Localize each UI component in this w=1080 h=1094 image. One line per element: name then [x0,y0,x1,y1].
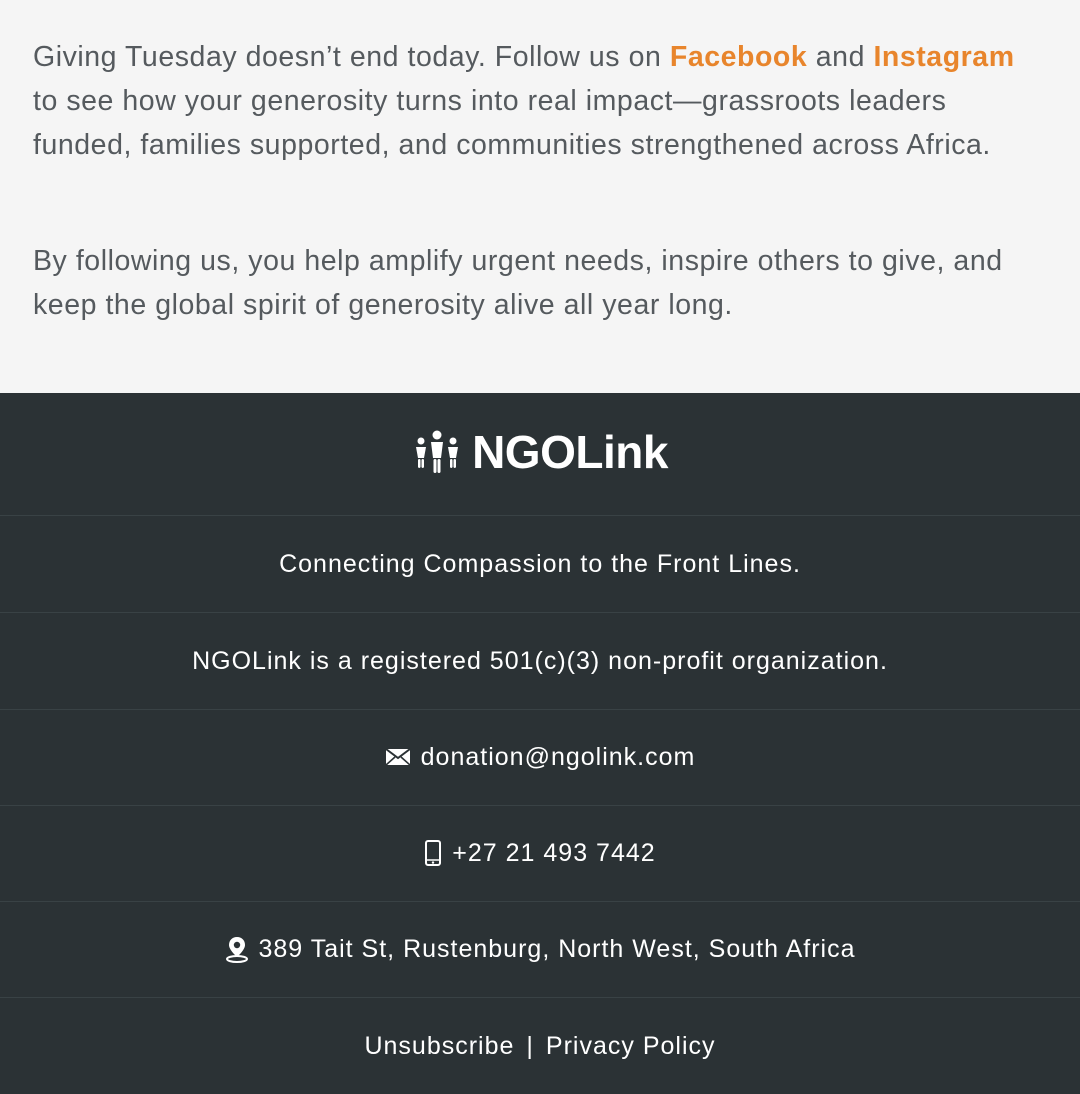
footer [0,393,1080,1080]
address-text: 389 Tait St, Rustenburg, North West, South Africa [258,934,856,963]
footer-logo[interactable] [0,393,1080,516]
address-row [0,901,1080,998]
heading-fragment [720,0,790,4]
location-pin-icon [225,935,249,963]
unsubscribe-link[interactable]: Unsubscribe [364,1031,515,1060]
paragraph-text: to see how your generosity turns into real impact—grassroots leaders funded, families supported, and communities strengthened across Africa. [33,85,991,161]
amplify-paragraph: By following us, you help amplify urgent needs, inspire others to give, and keep the global spirit of generosity alive all year long. [33,245,1003,321]
registration-text: NGOLink is a registered 501(c)(3) non-profit organization. [192,646,888,675]
instagram-link[interactable]: Instagram [873,41,1015,73]
link-separator: | [526,1031,534,1060]
envelope-icon [385,747,411,767]
mobile-phone-icon [424,839,442,867]
email-link[interactable]: donation@ngolink.com [420,742,696,771]
privacy-policy-link[interactable]: Privacy Policy [545,1031,716,1060]
tagline: Connecting Compassion to the Front Lines. [279,549,801,578]
registration-row [0,613,1080,710]
phone-link[interactable]: +27 21 493 7442 [452,838,656,867]
logo-wordmark: NGOLink [472,426,668,478]
ngolink-logo-icon [412,429,462,475]
tagline-row [0,516,1080,613]
follow-paragraph [33,35,1033,167]
paragraph-text: Giving Tuesday doesn’t end today. Follow us on [33,41,670,73]
phone-row [0,805,1080,902]
paragraph-text: and [807,41,874,73]
facebook-link[interactable]: Facebook [669,41,808,73]
email-row [0,709,1080,806]
email-body [0,0,1080,393]
